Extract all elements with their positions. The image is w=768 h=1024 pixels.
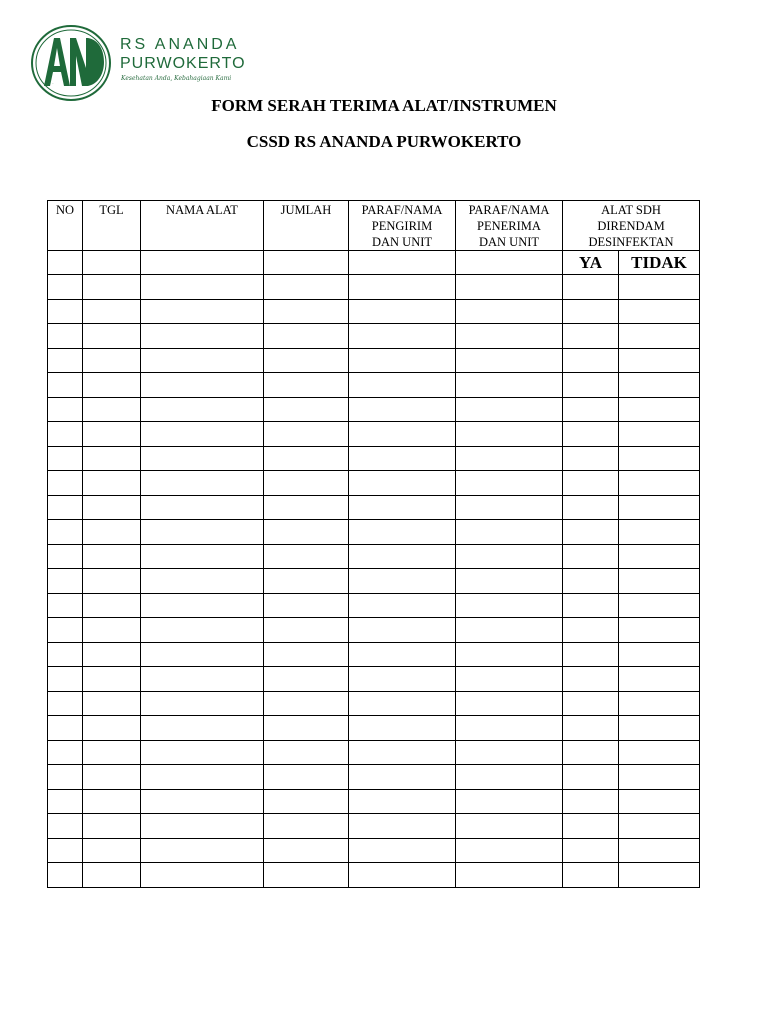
table-cell[interactable] xyxy=(141,593,264,618)
table-cell[interactable] xyxy=(83,863,141,888)
table-cell[interactable] xyxy=(619,618,700,643)
table-cell[interactable] xyxy=(141,251,264,275)
table-row xyxy=(48,863,700,888)
table-cell[interactable] xyxy=(264,716,349,741)
table-cell[interactable] xyxy=(456,569,563,594)
table-cell[interactable] xyxy=(349,446,456,471)
table-cell[interactable] xyxy=(349,765,456,790)
table-cell[interactable] xyxy=(349,863,456,888)
table-cell[interactable] xyxy=(456,373,563,398)
table-cell[interactable] xyxy=(456,863,563,888)
column-header-line: PENERIMA xyxy=(477,219,541,233)
table-cell[interactable] xyxy=(349,716,456,741)
table-cell[interactable] xyxy=(563,299,619,324)
table-cell[interactable] xyxy=(48,495,83,520)
table-row xyxy=(48,544,700,569)
table-cell[interactable] xyxy=(563,569,619,594)
table-cell[interactable] xyxy=(141,299,264,324)
table-cell[interactable] xyxy=(349,691,456,716)
table-cell[interactable] xyxy=(48,324,83,349)
table-row xyxy=(48,569,700,594)
table-cell[interactable] xyxy=(456,471,563,496)
table-cell[interactable] xyxy=(349,667,456,692)
table-cell[interactable] xyxy=(83,667,141,692)
table-cell[interactable] xyxy=(83,520,141,545)
table-cell[interactable] xyxy=(264,495,349,520)
table-cell[interactable] xyxy=(456,446,563,471)
table-row xyxy=(48,348,700,373)
table-cell[interactable] xyxy=(619,569,700,594)
table-cell[interactable] xyxy=(563,838,619,863)
table-cell[interactable] xyxy=(619,275,700,300)
table-cell[interactable] xyxy=(83,348,141,373)
table-cell[interactable] xyxy=(619,348,700,373)
form-title: FORM SERAH TERIMA ALAT/INSTRUMEN xyxy=(211,96,557,115)
table-cell[interactable] xyxy=(349,740,456,765)
table-cell[interactable] xyxy=(83,838,141,863)
table-cell[interactable] xyxy=(349,324,456,349)
table-cell[interactable] xyxy=(83,251,141,275)
table-row xyxy=(48,814,700,839)
table-cell[interactable] xyxy=(456,691,563,716)
table-cell[interactable] xyxy=(141,373,264,398)
table-cell[interactable] xyxy=(456,324,563,349)
table-row xyxy=(48,373,700,398)
table-cell[interactable] xyxy=(264,593,349,618)
table-cell[interactable] xyxy=(48,863,83,888)
table-cell[interactable] xyxy=(563,324,619,349)
subheader-tidak: TIDAK xyxy=(619,251,700,275)
column-header-line: DESINFEKTAN xyxy=(588,235,674,249)
table-cell[interactable] xyxy=(141,348,264,373)
column-header-line: NO xyxy=(55,203,75,217)
table-cell[interactable] xyxy=(563,495,619,520)
table-cell[interactable] xyxy=(48,667,83,692)
table-row xyxy=(48,275,700,300)
table-cell[interactable] xyxy=(456,789,563,814)
table-cell[interactable] xyxy=(264,373,349,398)
table-row xyxy=(48,691,700,716)
table-cell[interactable] xyxy=(563,716,619,741)
table-cell[interactable] xyxy=(349,593,456,618)
table-cell[interactable] xyxy=(141,324,264,349)
table-cell[interactable] xyxy=(456,593,563,618)
table-cell[interactable] xyxy=(141,814,264,839)
table-cell[interactable] xyxy=(48,422,83,447)
table-cell[interactable] xyxy=(83,765,141,790)
table-cell[interactable] xyxy=(563,471,619,496)
table-cell[interactable] xyxy=(141,716,264,741)
table-cell[interactable] xyxy=(83,446,141,471)
logo-tagline: Kesehatan Anda, Kebahagiaan Kami xyxy=(121,75,232,82)
table-cell[interactable] xyxy=(619,691,700,716)
table-cell[interactable] xyxy=(619,373,700,398)
column-header-line: NAMA ALAT xyxy=(166,203,238,217)
table-cell[interactable] xyxy=(456,814,563,839)
table-cell[interactable] xyxy=(141,765,264,790)
table-cell[interactable] xyxy=(48,251,83,275)
table-row xyxy=(48,789,700,814)
table-cell[interactable] xyxy=(83,299,141,324)
table-cell[interactable] xyxy=(349,642,456,667)
table-cell[interactable] xyxy=(563,765,619,790)
table-cell[interactable] xyxy=(349,251,456,275)
table-cell[interactable] xyxy=(619,667,700,692)
column-header-line: PARAF/NAMA xyxy=(361,203,443,217)
table-cell[interactable] xyxy=(456,642,563,667)
table-cell[interactable] xyxy=(619,324,700,349)
table-cell[interactable] xyxy=(456,544,563,569)
table-cell[interactable] xyxy=(563,814,619,839)
table-cell[interactable] xyxy=(83,569,141,594)
column-header-line: DAN UNIT xyxy=(478,235,540,249)
table-row xyxy=(48,765,700,790)
table-cell[interactable] xyxy=(264,789,349,814)
table-cell[interactable] xyxy=(48,397,83,422)
table-cell[interactable] xyxy=(141,544,264,569)
table-cell[interactable] xyxy=(349,618,456,643)
table-cell[interactable] xyxy=(141,520,264,545)
table-cell[interactable] xyxy=(83,618,141,643)
table-cell[interactable] xyxy=(264,814,349,839)
table-cell[interactable] xyxy=(48,520,83,545)
table-cell[interactable] xyxy=(619,544,700,569)
table-cell[interactable] xyxy=(563,275,619,300)
table-body xyxy=(48,251,700,888)
table-cell[interactable] xyxy=(619,495,700,520)
table-cell[interactable] xyxy=(456,667,563,692)
table-cell[interactable] xyxy=(563,740,619,765)
table-cell[interactable] xyxy=(264,471,349,496)
table-cell[interactable] xyxy=(619,814,700,839)
table-cell[interactable] xyxy=(349,397,456,422)
table-cell[interactable] xyxy=(563,789,619,814)
table-row xyxy=(48,397,700,422)
table-cell[interactable] xyxy=(264,618,349,643)
table-cell[interactable] xyxy=(141,422,264,447)
table-row xyxy=(48,618,700,643)
table-cell[interactable] xyxy=(456,348,563,373)
table-cell[interactable] xyxy=(264,642,349,667)
table-cell[interactable] xyxy=(141,471,264,496)
table-cell[interactable] xyxy=(563,446,619,471)
table-cell[interactable] xyxy=(48,765,83,790)
table-cell[interactable] xyxy=(48,716,83,741)
table-cell[interactable] xyxy=(83,789,141,814)
table-cell[interactable] xyxy=(141,275,264,300)
table-cell[interactable] xyxy=(619,446,700,471)
table-cell[interactable] xyxy=(48,593,83,618)
table-cell[interactable] xyxy=(456,765,563,790)
table-cell[interactable] xyxy=(48,618,83,643)
table-row xyxy=(48,716,700,741)
table-cell[interactable] xyxy=(83,275,141,300)
subheader-ya: YA xyxy=(563,251,619,275)
table-cell[interactable] xyxy=(264,544,349,569)
column-header-line: ALAT SDH xyxy=(601,203,661,217)
table-cell[interactable] xyxy=(456,275,563,300)
table-cell[interactable] xyxy=(563,863,619,888)
table-cell[interactable] xyxy=(264,324,349,349)
table-cell[interactable] xyxy=(48,740,83,765)
table-cell[interactable] xyxy=(141,397,264,422)
table-cell[interactable] xyxy=(563,422,619,447)
table-cell[interactable] xyxy=(264,667,349,692)
table-cell[interactable] xyxy=(48,348,83,373)
table-row xyxy=(48,471,700,496)
table-cell[interactable] xyxy=(264,569,349,594)
table-cell[interactable] xyxy=(456,838,563,863)
table-cell[interactable] xyxy=(264,397,349,422)
table-cell[interactable] xyxy=(619,789,700,814)
table-cell[interactable] xyxy=(264,740,349,765)
table-cell[interactable] xyxy=(563,348,619,373)
table-cell[interactable] xyxy=(141,863,264,888)
table-row xyxy=(48,667,700,692)
table-cell[interactable] xyxy=(619,397,700,422)
table-cell[interactable] xyxy=(563,397,619,422)
table-cell[interactable] xyxy=(264,765,349,790)
table-cell[interactable] xyxy=(349,299,456,324)
table-cell[interactable] xyxy=(456,397,563,422)
table-cell[interactable] xyxy=(264,251,349,275)
column-header-line: DAN UNIT xyxy=(371,235,433,249)
table-subheader-row xyxy=(48,251,700,275)
table-cell[interactable] xyxy=(83,422,141,447)
table-cell[interactable] xyxy=(48,569,83,594)
table-cell[interactable] xyxy=(83,324,141,349)
table-cell[interactable] xyxy=(619,520,700,545)
table-cell[interactable] xyxy=(619,838,700,863)
table-row xyxy=(48,520,700,545)
column-header-line: TGL xyxy=(99,203,124,217)
table-cell[interactable] xyxy=(563,618,619,643)
table-cell[interactable] xyxy=(83,471,141,496)
table-cell[interactable] xyxy=(48,642,83,667)
table-cell[interactable] xyxy=(83,495,141,520)
table-row xyxy=(48,838,700,863)
table-cell[interactable] xyxy=(563,544,619,569)
table-cell[interactable] xyxy=(563,593,619,618)
table-cell[interactable] xyxy=(619,642,700,667)
table-cell[interactable] xyxy=(563,520,619,545)
table-cell[interactable] xyxy=(141,495,264,520)
table-cell[interactable] xyxy=(48,299,83,324)
table-cell[interactable] xyxy=(349,544,456,569)
table-header-row xyxy=(48,201,700,251)
table-cell[interactable] xyxy=(349,495,456,520)
table-row xyxy=(48,740,700,765)
table-cell[interactable] xyxy=(264,275,349,300)
logo-monogram-text: AN xyxy=(52,84,54,85)
table-cell[interactable] xyxy=(456,716,563,741)
logo-city: PURWOKERTO xyxy=(120,55,246,72)
table-cell[interactable] xyxy=(349,348,456,373)
table-cell[interactable] xyxy=(48,838,83,863)
table-cell[interactable] xyxy=(619,765,700,790)
table-row xyxy=(48,446,700,471)
table-cell[interactable] xyxy=(141,569,264,594)
logo-name: RS ANANDA xyxy=(120,36,240,53)
table-cell[interactable] xyxy=(83,740,141,765)
column-header-jumlah xyxy=(264,201,349,251)
table-cell[interactable] xyxy=(456,299,563,324)
table-cell[interactable] xyxy=(563,667,619,692)
table-cell[interactable] xyxy=(349,422,456,447)
table-cell[interactable] xyxy=(48,446,83,471)
table-cell[interactable] xyxy=(83,691,141,716)
table-cell[interactable] xyxy=(83,593,141,618)
column-header-no xyxy=(48,201,83,251)
table-cell[interactable] xyxy=(83,814,141,839)
table-cell[interactable] xyxy=(141,446,264,471)
table-row xyxy=(48,299,700,324)
column-header-line: PENGIRIM xyxy=(371,219,433,233)
table-cell[interactable] xyxy=(619,593,700,618)
table-cell[interactable] xyxy=(619,863,700,888)
table-cell[interactable] xyxy=(619,471,700,496)
table-cell[interactable] xyxy=(141,740,264,765)
table-cell[interactable] xyxy=(264,838,349,863)
table-cell[interactable] xyxy=(83,642,141,667)
table-cell[interactable] xyxy=(456,495,563,520)
form-subtitle: CSSD RS ANANDA PURWOKERTO xyxy=(246,132,522,151)
table-cell[interactable] xyxy=(141,691,264,716)
column-header-pengirim xyxy=(349,201,456,251)
column-header-desinfektan xyxy=(563,201,700,251)
column-header-line: PARAF/NAMA xyxy=(468,203,550,217)
table-cell[interactable] xyxy=(456,422,563,447)
table-cell[interactable] xyxy=(264,691,349,716)
table-cell[interactable] xyxy=(619,740,700,765)
table-cell[interactable] xyxy=(349,838,456,863)
table-cell[interactable] xyxy=(619,299,700,324)
table-cell[interactable] xyxy=(349,789,456,814)
table-cell[interactable] xyxy=(83,397,141,422)
hospital-logo xyxy=(30,22,270,104)
handover-table xyxy=(47,200,700,888)
table-cell[interactable] xyxy=(48,373,83,398)
table-cell[interactable] xyxy=(141,789,264,814)
table-cell[interactable] xyxy=(48,814,83,839)
table-cell[interactable] xyxy=(141,667,264,692)
table-cell[interactable] xyxy=(619,716,700,741)
table-cell[interactable] xyxy=(456,618,563,643)
column-header-line: DIRENDAM xyxy=(597,219,665,233)
table-cell[interactable] xyxy=(48,544,83,569)
table-cell[interactable] xyxy=(563,642,619,667)
table-cell[interactable] xyxy=(264,348,349,373)
table-cell[interactable] xyxy=(48,471,83,496)
table-row xyxy=(48,324,700,349)
table-cell[interactable] xyxy=(264,520,349,545)
table-cell[interactable] xyxy=(264,422,349,447)
table-cell[interactable] xyxy=(83,716,141,741)
table-cell[interactable] xyxy=(563,373,619,398)
logo-monogram-icon xyxy=(30,24,112,102)
column-header-tgl xyxy=(83,201,141,251)
table-cell[interactable] xyxy=(349,471,456,496)
table-cell[interactable] xyxy=(48,275,83,300)
table-cell[interactable] xyxy=(349,520,456,545)
table-cell[interactable] xyxy=(48,789,83,814)
column-header-penerima xyxy=(456,201,563,251)
table-cell[interactable] xyxy=(264,863,349,888)
table-cell[interactable] xyxy=(48,691,83,716)
table-cell[interactable] xyxy=(83,373,141,398)
table-cell[interactable] xyxy=(349,275,456,300)
table-cell[interactable] xyxy=(619,422,700,447)
column-header-nama-alat xyxy=(141,201,264,251)
table-cell[interactable] xyxy=(141,618,264,643)
table-cell[interactable] xyxy=(264,299,349,324)
table-cell[interactable] xyxy=(349,569,456,594)
column-header-line: JUMLAH xyxy=(280,203,332,217)
table-cell[interactable] xyxy=(83,544,141,569)
table-cell[interactable] xyxy=(141,642,264,667)
table-row xyxy=(48,593,700,618)
table-cell[interactable] xyxy=(349,373,456,398)
table-cell[interactable] xyxy=(456,740,563,765)
table-row xyxy=(48,495,700,520)
table-row xyxy=(48,422,700,447)
table-cell[interactable] xyxy=(141,838,264,863)
table-row xyxy=(48,642,700,667)
table-cell[interactable] xyxy=(456,251,563,275)
table-cell[interactable] xyxy=(264,446,349,471)
table-cell[interactable] xyxy=(349,814,456,839)
table-cell[interactable] xyxy=(456,520,563,545)
table-cell[interactable] xyxy=(563,691,619,716)
